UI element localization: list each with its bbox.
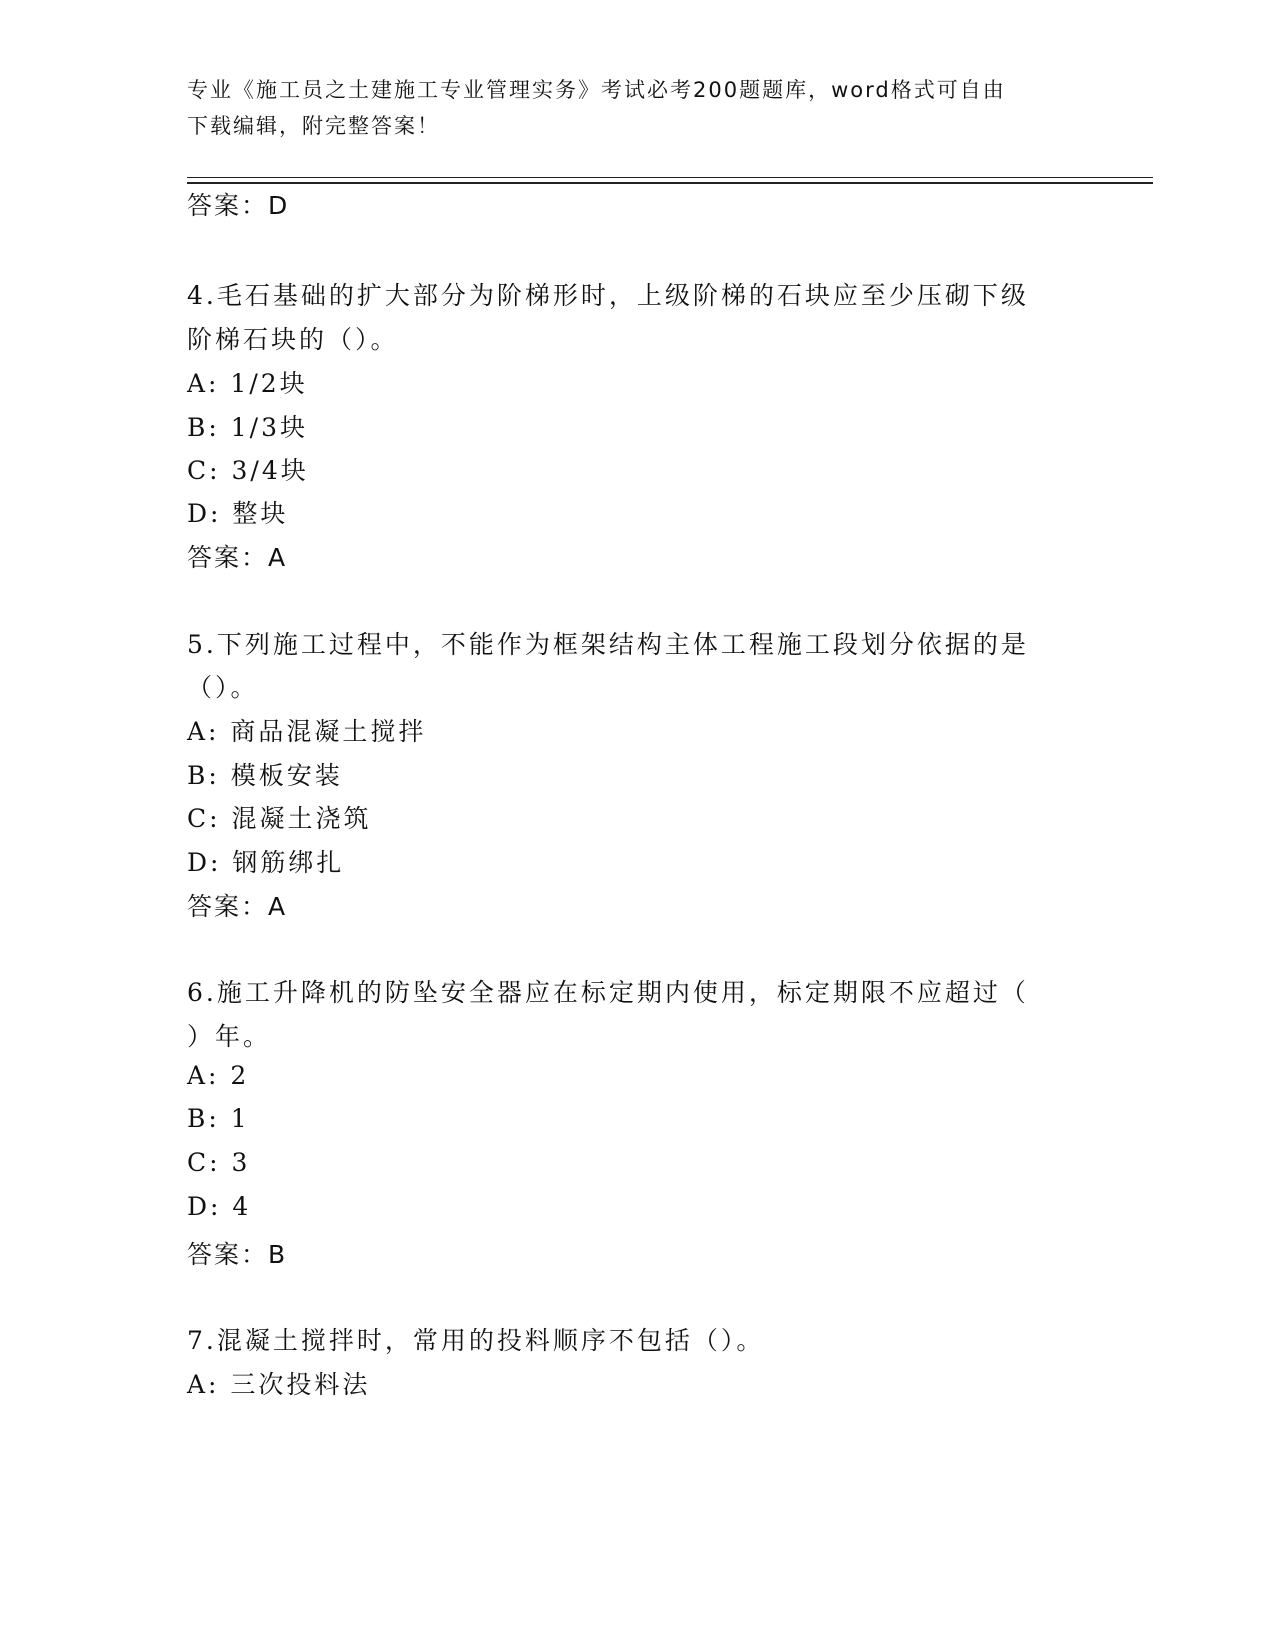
question-6-stem-line-1: 6.施工升降机的防坠安全器应在标定期内使用，标定期限不应超过（: [187, 978, 1029, 1007]
question-6-option-b: B: 1: [187, 1104, 250, 1133]
header-divider-thick: [187, 182, 1153, 184]
question-4-stem-line-1: 4.毛石基础的扩大部分为阶梯形时，上级阶梯的石块应至少压砌下级: [187, 281, 1029, 310]
question-4-answer: 答案：A: [187, 543, 288, 572]
question-4-option-c: C: 3/4块: [187, 456, 309, 485]
question-4-option-b: B: 1/3块: [187, 413, 308, 442]
question-5-answer: 答案：A: [187, 892, 288, 921]
question-5-stem-line-2: （）。: [187, 673, 259, 702]
question-6-option-d: D: 4: [187, 1192, 252, 1221]
question-5-option-b: B: 模板安装: [187, 761, 343, 790]
document-header: [187, 72, 1067, 144]
question-4-stem-line-2: 阶梯石块的（）。: [187, 325, 399, 354]
question-5-option-a: A: 商品混凝土搅拌: [187, 717, 427, 746]
question-6-answer: 答案：B: [187, 1240, 288, 1269]
question-7-stem-line-1: 7.混凝土搅拌时，常用的投料顺序不包括（）。: [187, 1326, 765, 1355]
question-5-stem-line-1: 5.下列施工过程中，不能作为框架结构主体工程施工段划分依据的是: [187, 630, 1029, 659]
header-line-2: 下载编辑，附完整答案！: [187, 114, 440, 138]
question-4-option-d: D: 整块: [187, 499, 289, 528]
header-divider-thin: [187, 177, 1153, 178]
question-6-stem-line-2: ）年。: [187, 1022, 272, 1051]
question-6-option-c: C: 3: [187, 1148, 251, 1177]
question-5-option-d: D: 钢筋绑扎: [187, 848, 345, 877]
question-5-option-c: C: 混凝土浇筑: [187, 804, 372, 833]
question-7-option-a: A: 三次投料法: [187, 1370, 371, 1399]
answer-prev: 答案：D: [187, 191, 290, 220]
question-4-option-a: A: 1/2块: [187, 369, 308, 398]
question-6-option-a: A: 2: [187, 1061, 250, 1090]
header-line-1: 专业《施工员之土建施工专业管理实务》考试必考200题题库，word格式可自由: [187, 78, 1006, 102]
